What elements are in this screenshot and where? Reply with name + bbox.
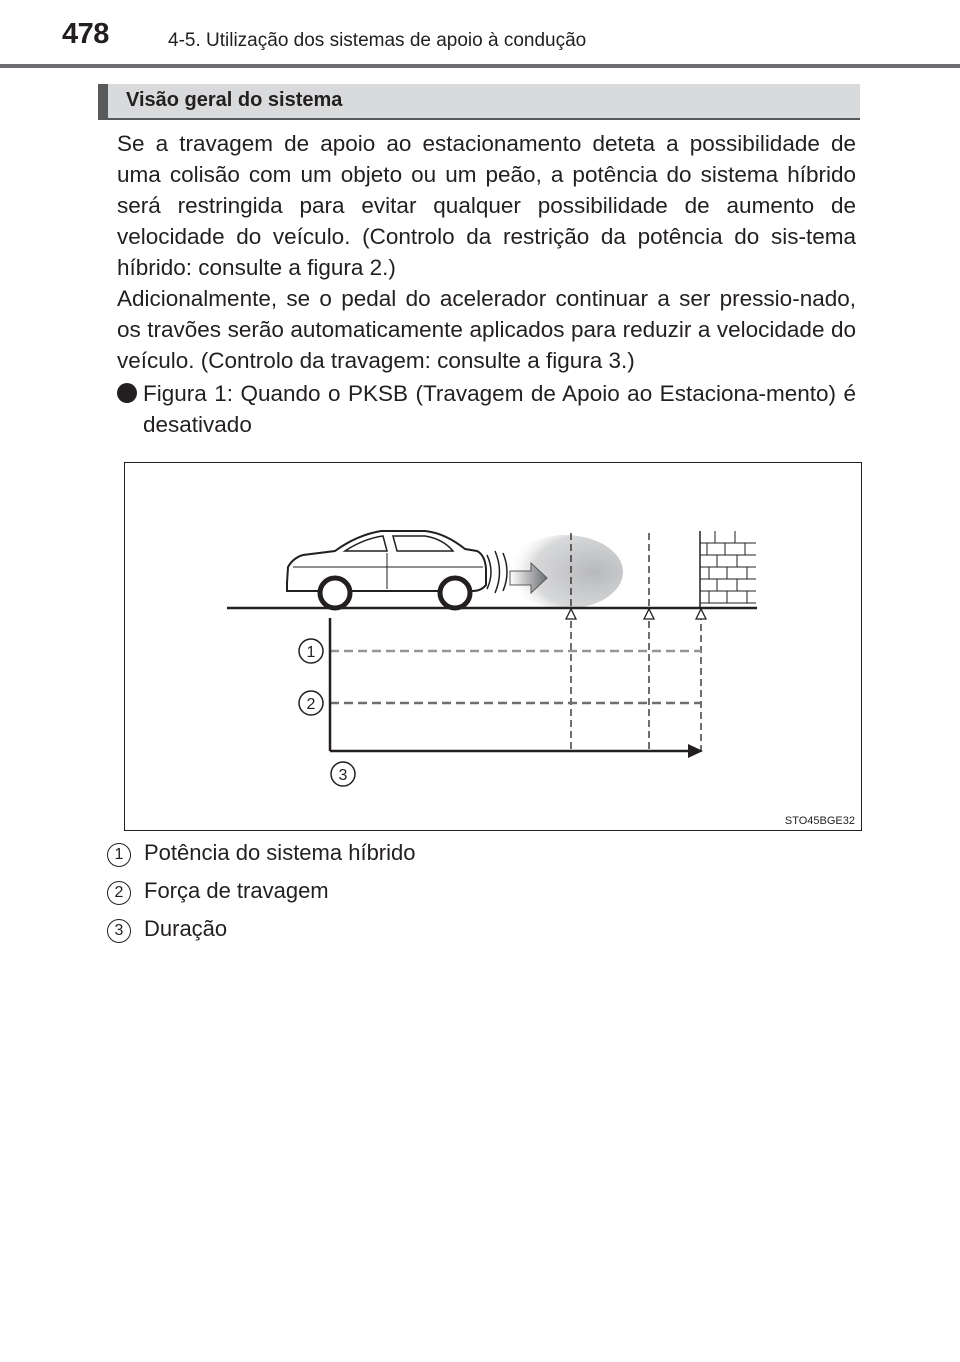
legend-text: Potência do sistema híbrido xyxy=(144,840,416,865)
legend-number: 1 xyxy=(107,843,131,867)
legend-number: 2 xyxy=(107,881,131,905)
legend-number: 3 xyxy=(107,919,131,943)
header-rule xyxy=(0,64,960,68)
body-paragraph-2: Adicionalmente, se o pedal do acelerador continuar a ser pressio-nado, os travões serão automaticamente aplicados para reduzir a velocidade do veículo. (Controlo da travagem: consulte a figura 3.) xyxy=(117,286,856,373)
bullet-text: Figura 1: Quando o PKSB (Travagem de Apoio ao Estaciona-mento) é desativado xyxy=(143,381,856,437)
time-axis xyxy=(330,618,703,758)
section-title: Visão geral do sistema xyxy=(126,89,343,111)
legend-text: Força de travagem xyxy=(144,878,329,903)
callout-3 xyxy=(331,762,355,786)
figure-illustration xyxy=(124,462,862,831)
section-underline xyxy=(98,118,860,120)
callout-2 xyxy=(299,691,323,715)
callout-3-label: 3 xyxy=(338,767,348,784)
body-paragraph-1: Se a travagem de apoio ao estacionamento deteta a possibilidade de uma colisão com um objeto ou um peão, a potência do sistema híbrido será restringida para evitar qualquer possibilidade de aumento de velocidade do veículo. (Controlo da restrição da potência do sis-tema híbrido: consulte a figura 2.) xyxy=(117,131,856,280)
running-header: 4-5. Utilização dos sistemas de apoio à condução xyxy=(168,30,587,51)
car-icon xyxy=(287,531,486,608)
callout-1 xyxy=(299,639,323,663)
page-number: 478 xyxy=(62,18,109,50)
legend-text: Duração xyxy=(144,916,228,941)
brick-wall-icon xyxy=(700,531,756,609)
bullet-dot-icon xyxy=(117,383,137,403)
callout-1-label: 1 xyxy=(306,644,316,661)
sonar-wave-icon xyxy=(487,535,623,609)
callout-2-label: 2 xyxy=(306,696,316,713)
section-heading-bar xyxy=(98,84,860,118)
figure-code: STO45BGE32 xyxy=(784,815,855,827)
figure-drawing xyxy=(125,463,863,832)
